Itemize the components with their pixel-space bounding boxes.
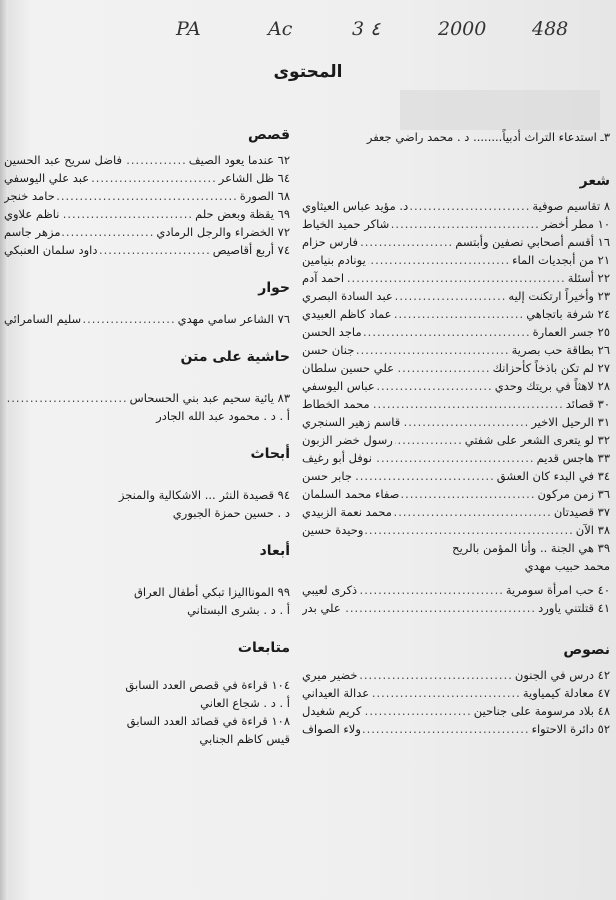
toc-entry: [4, 169, 296, 187]
right-column: [302, 128, 616, 738]
entry-title: ٢٧ لم تكن باذخاً كأحزانك: [492, 360, 610, 375]
leader-dots: [372, 397, 564, 412]
entry-author: عبد السادة البصري: [302, 288, 393, 303]
entry-title: ٢٦ بطاقة حب بصرية: [511, 342, 610, 357]
entry-author: محمد نعمة الزبيدي: [302, 504, 392, 519]
bleed-through-ghost: [400, 90, 600, 130]
entry-author: فاضل سريح عبد الحسين: [4, 152, 123, 167]
entry-author: فارس حزام: [302, 234, 359, 249]
entry-author: ماجد الحسن: [302, 324, 362, 339]
entry-author: كريم شغيدل: [302, 703, 362, 718]
handwritten-note-4: 2000: [438, 18, 487, 40]
entry-title: ٤٢ درس في الجنون: [514, 667, 610, 682]
section-heading-research: أبحاث: [250, 446, 290, 462]
entry-title: ٦٢ عندما يعود الصيف: [188, 152, 290, 167]
toc-entry: [302, 215, 616, 233]
leader-dots: [83, 312, 175, 327]
handwritten-note-3: 3 ٤: [352, 18, 381, 40]
entry-author: علي حسين سلطان: [302, 360, 394, 375]
toc-entry: [302, 485, 616, 503]
toc-entry: [302, 449, 616, 467]
toc-entry: [302, 233, 616, 251]
section-heading-margin: حاشية على متن: [180, 349, 290, 365]
leader-dots: [62, 225, 154, 240]
entry-title: ١٠ مطر أخضر: [541, 216, 610, 231]
entry-author: ولاء الصواف: [302, 721, 361, 736]
entry-title: ٦٩ يقظة وبعض حلم: [195, 206, 290, 221]
leader-dots: [365, 523, 573, 538]
toc-entry: [4, 389, 296, 407]
entry-author: رسول خضر الزبون: [302, 432, 393, 447]
entry-author: يونادم بنيامين: [302, 252, 366, 267]
entry-title: ٣٦ زمن مركون: [537, 486, 610, 501]
toc-entry: [302, 377, 616, 395]
entry-author: جنان حسن: [302, 342, 355, 357]
entry-author: علي بدر: [302, 600, 341, 615]
leader-dots: [6, 391, 128, 406]
entry-title: ٤١ قتلتني ياورد: [538, 600, 610, 615]
entry-title: ٣٤ في البدء كان العشق: [496, 468, 610, 483]
leader-dots: [343, 601, 536, 616]
toc-entry: [302, 323, 616, 341]
entry-title: ٥٢ دائرة الاحتواء: [531, 721, 610, 736]
entry-author: وحيدة حسين: [302, 522, 364, 537]
entry-title: ١٦ أقسم أصحابي نصفين وأبتسم: [455, 234, 610, 249]
entry-author: قيس كاظم الجنابي: [199, 732, 290, 746]
entry-author: ناظم علاوي: [4, 206, 60, 221]
entry-author: ذكرى لعيبي: [302, 582, 358, 597]
entry-author: أ . د . محمود عبد الله الجادر: [156, 409, 290, 423]
toc-entry: [302, 431, 616, 449]
entry-author: مزهر جاسم: [4, 224, 61, 239]
section-heading-dialogue: حوار: [258, 280, 290, 296]
entry-author: أ . د . بشرى البستاني: [187, 603, 290, 617]
toc-entry: [302, 287, 616, 305]
toc-entry: [302, 684, 616, 702]
toc-entry: [302, 720, 616, 738]
entry-title: ٤٧ معادلة كيمياوية: [522, 685, 610, 700]
toc-entry: [302, 305, 616, 323]
entry-title: ٢٢ أسئلة: [567, 270, 610, 285]
leader-dots: [363, 704, 471, 719]
left-column: [4, 128, 296, 748]
entry-author: أ . د . شجاع العاني: [200, 696, 290, 710]
entry-title: ٤٨ بلاد مرسومة على جناحين: [473, 703, 610, 718]
leader-dots: [360, 235, 453, 250]
leader-dots: [363, 722, 530, 737]
entry-author: محمد الخطاط: [302, 396, 370, 411]
entry-title: ٧٢ الخضراء والرجل الرمادي: [156, 224, 290, 239]
section-heading-followups: متابعات: [237, 640, 290, 656]
entry-author: خضير ميري: [302, 667, 358, 682]
entry-title: ٣١ الرحيل الاخير: [531, 414, 610, 429]
toc-entry: [302, 467, 616, 485]
toc-entry: [302, 521, 616, 539]
entry-title: ٢٥ جسر العمارة: [532, 324, 610, 339]
toc-entry: [302, 341, 616, 359]
toc-entry: [302, 197, 616, 215]
section-heading-texts: نصوص: [563, 642, 610, 658]
entry-title: ٤٠ حب امرأة سومرية: [505, 582, 610, 597]
entry-title: ١٠٨ قراءة في قصائد العدد السابق: [126, 714, 290, 728]
leader-dots: [394, 505, 552, 520]
handwritten-note-5: 488: [532, 18, 569, 40]
leader-dots: [393, 307, 524, 322]
entry-title: ٦٤ ظل الشاعر: [218, 170, 290, 185]
intro-entry: ٣ـ استدعاء التراث أدبياً........ د . محمد راضي جعفر: [366, 130, 610, 144]
entry-title: ٣٠ قصائد: [565, 396, 610, 411]
toc-entry: [302, 395, 616, 413]
leader-dots: [360, 668, 513, 683]
toc-entry: [4, 187, 296, 205]
leader-dots: [395, 433, 463, 448]
leader-dots: [99, 243, 210, 258]
entry-author: احمد آدم: [302, 270, 345, 285]
entry-author: قاسم زهير السنجري: [302, 414, 401, 429]
leader-dots: [391, 217, 539, 232]
entry-author: جابر حسن: [302, 468, 352, 483]
entry-title: ٣٩ هي الجنة .. وأنا المؤمن بالريح: [452, 541, 610, 555]
toc-entry: [302, 666, 616, 684]
leader-dots: [396, 361, 491, 376]
toc-entry: [302, 503, 616, 521]
leader-dots: [395, 289, 507, 304]
entry-title: ٦٨ الصورة: [239, 188, 290, 203]
toc-entry: [302, 269, 616, 287]
entry-author: عدالة العيداني: [302, 685, 370, 700]
entry-title: ١٠٤ قراءة في قصص العدد السابق: [125, 678, 290, 692]
entry-author: سليم السامرائي: [4, 311, 82, 326]
toc-entry: [302, 702, 616, 720]
leader-dots: [356, 343, 509, 358]
section-heading-dimensions: أبعاد: [259, 543, 290, 559]
entry-author: عبد علي اليوسفي: [4, 170, 90, 185]
page-title: المحتوى: [273, 62, 343, 82]
section-heading-stories: قصص: [247, 127, 290, 143]
toc-entry: [302, 413, 616, 431]
toc-entry: [4, 223, 296, 241]
leader-dots: [368, 253, 510, 268]
toc-entry: [4, 310, 296, 328]
entry-title: ٣٧ قصيدتان: [553, 504, 610, 519]
entry-title: ٧٤ أربع أقاصيص: [212, 242, 290, 257]
leader-dots: [57, 189, 238, 204]
entry-title: ٢٨ لاهثاً في بريتك وحدي: [494, 378, 610, 393]
leader-dots: [401, 487, 535, 502]
leader-dots: [124, 153, 187, 168]
toc-entry: [302, 251, 616, 269]
entry-title: ٢١ من أبجديات الماء: [512, 252, 610, 267]
leader-dots: [371, 686, 521, 701]
entry-author: صفاء محمد السلمان: [302, 486, 400, 501]
entry-author: محمد حبيب مهدي: [524, 559, 610, 573]
entry-title: ٨ تقاسيم صوفية: [532, 198, 610, 213]
handwritten-note-1: PA: [176, 18, 201, 40]
leader-dots: [359, 583, 504, 598]
toc-entry: [302, 581, 616, 599]
leader-dots: [354, 469, 495, 484]
entry-title: ٣٢ لو يتعرى الشعر على شفتي: [464, 432, 610, 447]
leader-dots: [377, 379, 493, 394]
entry-author: داود سلمان العنبكي: [4, 242, 98, 257]
entry-title: ٩٩ المونااليزا تبكي أطفال العراق: [133, 585, 290, 599]
toc-entry: [4, 241, 296, 259]
leader-dots: [61, 207, 193, 222]
entry-author: د. مؤيد عباس العيثاوي: [302, 198, 409, 213]
entry-author: عماد كاظم العبيدي: [302, 306, 392, 321]
toc-entry: [4, 205, 296, 223]
entry-author: د . حسين حمزة الجبوري: [172, 506, 290, 520]
entry-author: شاكر حميد الخياط: [302, 216, 390, 231]
toc-entry: [302, 599, 616, 617]
entry-author: حامد خنجر: [4, 188, 55, 203]
leader-dots: [402, 415, 529, 430]
entry-title: ٢٣ وأخيراً ارتكنت إليه: [508, 288, 610, 303]
toc-entry: [4, 151, 296, 169]
entry-title: ٨٣ يائية سحيم عبد بني الحسحاس: [129, 390, 290, 405]
section-heading-poetry: شعر: [579, 173, 610, 189]
entry-title: ٣٨ الآن: [575, 522, 610, 537]
leader-dots: [91, 171, 217, 186]
entry-title: ٣٣ هاجس قديم: [536, 450, 610, 465]
entry-title: ٩٤ قصيدة النثر ... الاشكالية والمنجز: [118, 488, 290, 502]
toc-entry: [302, 359, 616, 377]
leader-dots: [346, 271, 566, 286]
entry-title: ٧٦ الشاعر سامي مهدي: [177, 311, 290, 326]
handwritten-note-2: Ac: [268, 18, 293, 40]
leader-dots: [410, 199, 530, 214]
leader-dots: [374, 451, 535, 466]
entry-author: عباس اليوسفي: [302, 378, 375, 393]
leader-dots: [364, 325, 531, 340]
entry-author: نوفل أبو رغيف: [302, 450, 372, 465]
entry-title: ٢٤ شرفة باتجاهي: [526, 306, 610, 321]
